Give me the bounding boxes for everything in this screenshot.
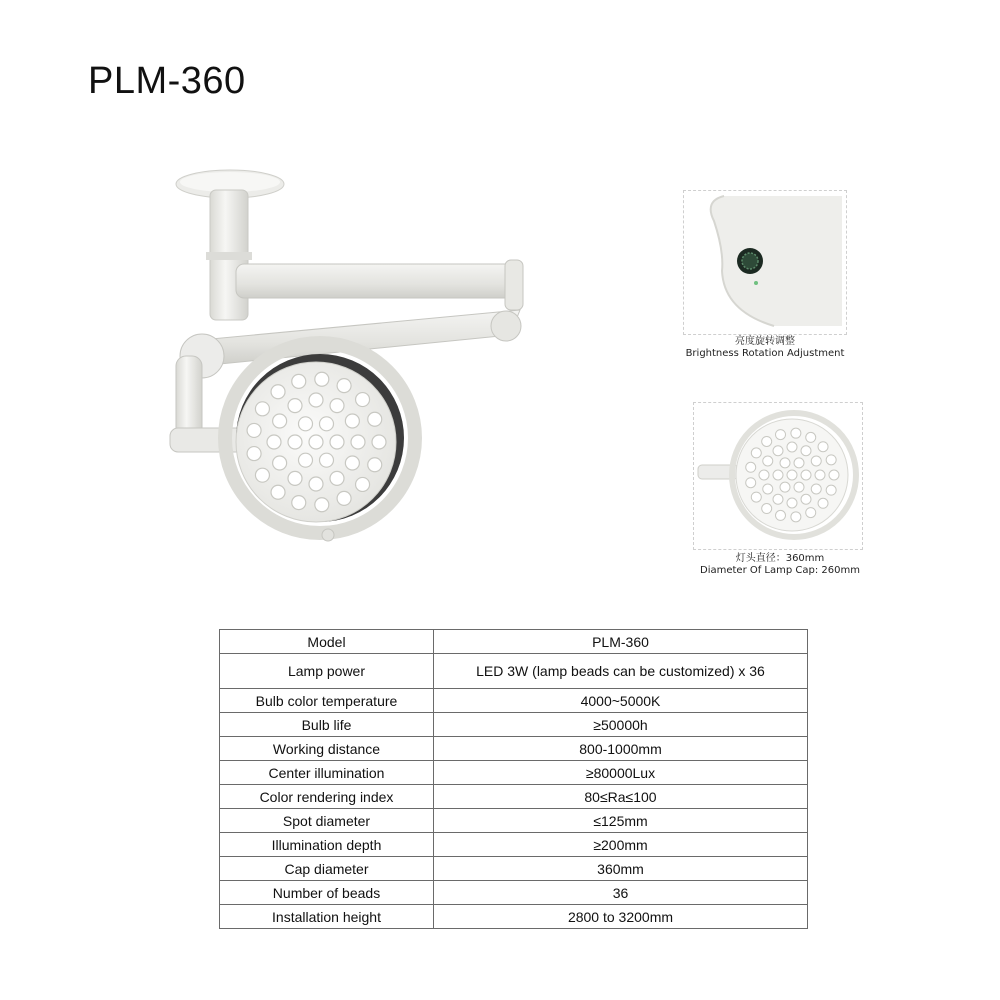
lamp-bead [299,417,313,431]
spec-label: Center illumination [220,761,434,785]
table-row [220,761,808,785]
lamp-bead [315,372,329,386]
spec-value: ≥80000Lux [434,761,808,785]
lamp-bead [746,462,756,472]
spec-label: Color rendering index [220,785,434,809]
brightness-knob-image [684,191,846,334]
lamp-cap-caption-en: Diameter Of Lamp Cap: 260mm [700,565,860,576]
lamp-bead [751,448,761,458]
lamp-bead [320,453,334,467]
lamp-bead [787,442,797,452]
lamp-bead [773,494,783,504]
lamp-cap-caption-cn: 灯头直径：360mm [735,553,825,564]
lamp-bead [271,485,285,499]
lamp-bead [356,477,370,491]
lamp-bead [247,447,261,461]
table-row [220,881,808,905]
lamp-bead [762,436,772,446]
lamp-bead [780,482,790,492]
lamp-bead [299,453,313,467]
lamp-bead [811,456,821,466]
table-row [220,654,808,689]
lamp-bead [271,385,285,399]
lamp-bead [288,471,302,485]
lamp-bead [372,435,386,449]
lamp-bead [811,484,821,494]
spec-value: PLM-360 [434,630,808,654]
lamp-bead [826,455,836,465]
lamp-bead [776,430,786,440]
spec-label: Model [220,630,434,654]
table-row [220,833,808,857]
spec-value: LED 3W (lamp beads can be customized) x 36 [434,654,808,689]
lamp-bead [292,496,306,510]
lamp-bead [763,456,773,466]
surgical-lamp-image [150,160,550,560]
spec-value: ≤125mm [434,809,808,833]
brightness-caption-cn: 亮度旋转调整 [735,336,795,347]
lamp-bead [773,470,783,480]
spec-label: Number of beads [220,881,434,905]
table-row [220,857,808,881]
lamp-bead [787,470,797,480]
lamp-bead [780,458,790,468]
spec-label: Bulb color temperature [220,689,434,713]
spec-label: Cap diameter [220,857,434,881]
lamp-bead [345,414,359,428]
lamp-bead [818,442,828,452]
lamp-bead [337,379,351,393]
lamp-bead [751,492,761,502]
table-row [220,689,808,713]
table-row [220,737,808,761]
spec-value: 80≤Ra≤100 [434,785,808,809]
lamp-bead [288,399,302,413]
brightness-caption-en: Brightness Rotation Adjustment [685,348,845,359]
spec-label: Illumination depth [220,833,434,857]
lamp-bead [330,399,344,413]
table-row [220,785,808,809]
spec-label: Bulb life [220,713,434,737]
brightness-caption [680,336,850,360]
lamp-bead [267,435,281,449]
lamp-bead [351,435,365,449]
lamp-bead [309,477,323,491]
spec-value: ≥50000h [434,713,808,737]
lamp-bead [368,412,382,426]
lamp-bead [309,435,323,449]
brightness-knob-inset [683,190,847,335]
lamp-bead [247,423,261,437]
lamp-cap-image [694,403,862,549]
lamp-bead [776,510,786,520]
lamp-bead [791,512,801,522]
lamp-bead [762,504,772,514]
table-row [220,905,808,929]
spec-label: Spot diameter [220,809,434,833]
lamp-cap-caption [690,553,870,577]
lamp-bead [309,393,323,407]
spec-value: 800-1000mm [434,737,808,761]
lamp-bead [345,456,359,470]
lamp-bead [773,446,783,456]
lamp-bead [794,458,804,468]
lamp-bead [273,456,287,470]
table-row [220,809,808,833]
lamp-bead [330,435,344,449]
table-row [220,630,808,654]
specs-table [219,629,808,929]
lamp-bead [806,508,816,518]
lamp-bead [763,484,773,494]
lamp-bead [320,417,334,431]
lamp-bead [368,458,382,472]
lamp-cap-inset [693,402,863,550]
spec-value: 36 [434,881,808,905]
lamp-bead [801,446,811,456]
spec-label: Installation height [220,905,434,929]
lamp-bead [288,435,302,449]
lamp-bead [255,468,269,482]
lamp-bead [801,470,811,480]
lamp-bead [818,498,828,508]
lamp-bead [292,374,306,388]
lamp-bead [315,498,329,512]
spec-value: 360mm [434,857,808,881]
lamp-bead [255,402,269,416]
lamp-bead [759,470,769,480]
lamp-bead [337,491,351,505]
lamp-bead [787,498,797,508]
lamp-bead [794,482,804,492]
spec-value: ≥200mm [434,833,808,857]
spec-label: Lamp power [220,654,434,689]
lamp-bead [791,428,801,438]
spec-label: Working distance [220,737,434,761]
lamp-bead [826,485,836,495]
lamp-bead [356,393,370,407]
table-row [220,713,808,737]
spec-value: 4000~5000K [434,689,808,713]
lamp-bead [746,478,756,488]
spec-value: 2800 to 3200mm [434,905,808,929]
lamp-bead [801,494,811,504]
lamp-bead [330,471,344,485]
lamp-bead [815,470,825,480]
lamp-bead [829,470,839,480]
lamp-bead [806,432,816,442]
lamp-bead [273,414,287,428]
page-title: PLM-360 [88,60,246,102]
